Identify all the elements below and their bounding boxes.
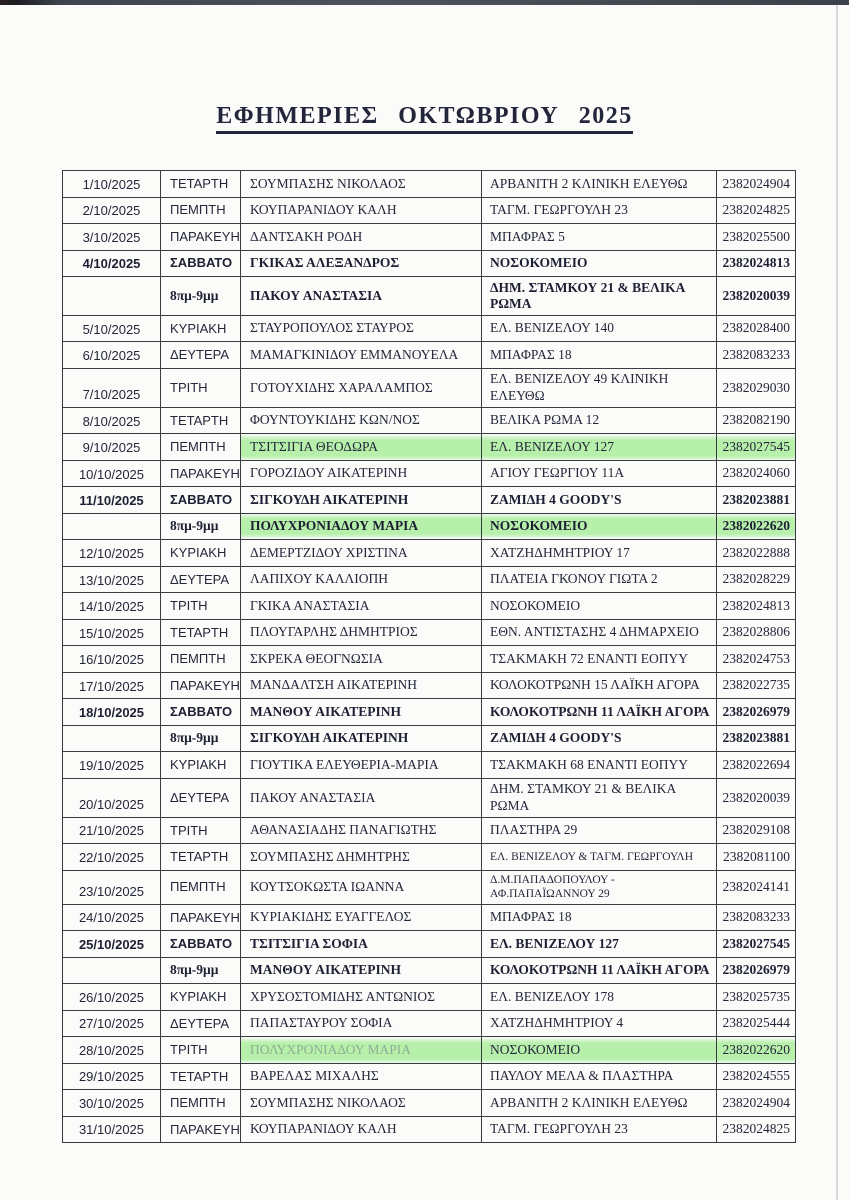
duty-row <box>63 844 796 871</box>
day-cell: ΠΕΜΠΤΗ <box>161 1090 241 1117</box>
phone-cell: 2382029108 <box>717 817 796 844</box>
day-cell: ΠΕΜΠΤΗ <box>161 646 241 673</box>
date-cell: 22/10/2025 <box>63 844 161 871</box>
date-cell: 24/10/2025 <box>63 904 161 931</box>
duty-row <box>63 368 796 407</box>
duty-row <box>63 513 796 540</box>
date-cell <box>63 277 161 316</box>
phone-cell: 2382024904 <box>717 171 796 198</box>
phone-cell: 2382022620 <box>717 513 796 540</box>
address-cell: ΜΠΑΦΡΑΣ 5 <box>482 224 717 251</box>
pharmacist-name-cell: ΚΥΡΙΑΚΙΔΗΣ ΕΥΑΓΓΕΛΟΣ <box>241 904 482 931</box>
duty-row <box>63 250 796 277</box>
phone-cell: 2382083233 <box>717 904 796 931</box>
pharmacist-name-cell: ΣΙΓΚΟΥΔΗ ΑΙΚΑΤΕΡΙΝΗ <box>241 725 482 752</box>
day-cell: ΤΕΤΑΡΤΗ <box>161 844 241 871</box>
day-cell: ΠΑΡΑΚΕΥΗ <box>161 224 241 251</box>
phone-cell: 2382029030 <box>717 368 796 407</box>
address-cell: ΕΛ. ΒΕΝΙΖΕΛΟΥ 127 <box>482 931 717 958</box>
address-cell: ΝΟΣΟΚΟΜΕΙΟ <box>482 513 717 540</box>
date-cell: 15/10/2025 <box>63 619 161 646</box>
pharmacist-name-cell: ΦΟΥΝΤΟΥΚΙΔΗΣ ΚΩΝ/ΝΟΣ <box>241 407 482 434</box>
day-cell: ΣΑΒΒΑΤΟ <box>161 250 241 277</box>
scan-edge-artifact <box>0 0 849 5</box>
date-cell: 1/10/2025 <box>63 171 161 198</box>
duty-row <box>63 619 796 646</box>
phone-cell: 2382023881 <box>717 725 796 752</box>
page-title-text: ΕΦΗΜΕΡΙΕΣ ΟΚΤΩΒΡΙΟΥ 2025 <box>216 103 632 134</box>
address-cell: ΧΑΤΖΗΔΗΜΗΤΡΙΟΥ 4 <box>482 1010 717 1037</box>
day-cell: ΤΕΤΑΡΤΗ <box>161 619 241 646</box>
address-cell: ΚΟΛΟΚΟΤΡΩΝΗ 15 ΛΑΪΚΗ ΑΓΟΡΑ <box>482 672 717 699</box>
pharmacist-name-cell: ΒΑΡΕΛΑΣ ΜΙΧΑΛΗΣ <box>241 1063 482 1090</box>
duty-row <box>63 460 796 487</box>
duty-table-body <box>63 171 796 1143</box>
duty-row <box>63 1063 796 1090</box>
date-cell: 2/10/2025 <box>63 197 161 224</box>
pharmacist-name-cell: ΔΑΝΤΣΑΚΗ ΡΟΔΗ <box>241 224 482 251</box>
pharmacist-name-cell: ΣΚΡΕΚΑ ΘΕΟΓΝΩΣΙΑ <box>241 646 482 673</box>
date-cell: 8/10/2025 <box>63 407 161 434</box>
day-cell: ΔΕΥΤΕΡΑ <box>161 778 241 817</box>
day-cell: ΤΡΙΤΗ <box>161 1037 241 1064</box>
day-cell: ΠΑΡΑΚΕΥΗ <box>161 672 241 699</box>
address-cell: ΕΛ. ΒΕΝΙΖΕΛΟΥ 127 <box>482 434 717 461</box>
phone-cell: 2382028400 <box>717 315 796 342</box>
day-cell: ΠΑΡΑΚΕΥΗ <box>161 460 241 487</box>
address-cell: ΕΛ. ΒΕΝΙΖΕΛΟΥ 140 <box>482 315 717 342</box>
pharmacist-name-cell: ΧΡΥΣΟΣΤΟΜΙΔΗΣ ΑΝΤΩΝΙΟΣ <box>241 984 482 1011</box>
date-cell: 13/10/2025 <box>63 566 161 593</box>
address-cell: ΠΛΑΣΤΗΡΑ 29 <box>482 817 717 844</box>
pharmacist-name-cell: ΓΟΡΟΖΙΔΟΥ ΑΙΚΑΤΕΡΙΝΗ <box>241 460 482 487</box>
phone-cell: 2382025735 <box>717 984 796 1011</box>
day-cell: ΔΕΥΤΕΡΑ <box>161 566 241 593</box>
phone-cell: 2382024813 <box>717 250 796 277</box>
date-cell: 21/10/2025 <box>63 817 161 844</box>
date-cell: 28/10/2025 <box>63 1037 161 1064</box>
day-cell: 8πμ-9μμ <box>161 725 241 752</box>
duty-row <box>63 315 796 342</box>
date-cell: 31/10/2025 <box>63 1116 161 1143</box>
duty-row <box>63 725 796 752</box>
pharmacist-name-cell: ΚΟΥΤΣΟΚΩΣΤΑ ΙΩΑΝΝΑ <box>241 870 482 904</box>
date-cell <box>63 513 161 540</box>
pharmacist-name-cell: ΠΑΚΟΥ ΑΝΑΣΤΑΣΙΑ <box>241 277 482 316</box>
date-cell: 11/10/2025 <box>63 487 161 514</box>
day-cell: ΔΕΥΤΕΡΑ <box>161 1010 241 1037</box>
phone-cell: 2382024813 <box>717 593 796 620</box>
date-cell: 18/10/2025 <box>63 699 161 726</box>
date-cell: 14/10/2025 <box>63 593 161 620</box>
phone-cell: 2382025444 <box>717 1010 796 1037</box>
address-cell: ΔΗΜ. ΣΤΑΜΚΟΥ 21 & ΒΕΛΙΚΑ ΡΩΜΑ <box>482 778 717 817</box>
address-cell: ΑΡΒΑΝΙΤΗ 2 ΚΛΙΝΙΚΗ ΕΛΕΥΘΩ <box>482 171 717 198</box>
phone-cell: 2382026979 <box>717 699 796 726</box>
address-cell: Δ.Μ.ΠΑΠΑΔΟΠΟΥΛΟΥ - ΑΦ.ΠΑΠΑΪΩΑΝΝΟΥ 29 <box>482 870 717 904</box>
day-cell: ΤΡΙΤΗ <box>161 593 241 620</box>
address-cell: ΚΟΛΟΚΟΤΡΩΝΗ 11 ΛΑΪΚΗ ΑΓΟΡΑ <box>482 957 717 984</box>
pharmacist-name-cell: ΔΕΜΕΡΤΖΙΔΟΥ ΧΡΙΣΤΙΝΑ <box>241 540 482 567</box>
phone-cell: 2382028229 <box>717 566 796 593</box>
phone-cell: 2382020039 <box>717 778 796 817</box>
pharmacist-name-cell: ΣΟΥΜΠΑΣΗΣ ΝΙΚΟΛΑΟΣ <box>241 171 482 198</box>
address-cell: ΧΑΤΖΗΔΗΜΗΤΡΙΟΥ 17 <box>482 540 717 567</box>
day-cell: ΠΕΜΠΤΗ <box>161 434 241 461</box>
phone-cell: 2382024060 <box>717 460 796 487</box>
date-cell: 16/10/2025 <box>63 646 161 673</box>
phone-cell: 2382025500 <box>717 224 796 251</box>
date-cell: 17/10/2025 <box>63 672 161 699</box>
day-cell: ΤΕΤΑΡΤΗ <box>161 407 241 434</box>
pharmacist-name-cell: ΓΙΟΥΤΙΚΑ ΕΛΕΥΘΕΡΙΑ-ΜΑΡΙΑ <box>241 752 482 779</box>
day-cell: ΠΑΡΑΚΕΥΗ <box>161 904 241 931</box>
duty-row <box>63 171 796 198</box>
phone-cell: 2382020039 <box>717 277 796 316</box>
pharmacist-name-cell: ΓΟΤΟΥΧΙΔΗΣ ΧΑΡΑΛΑΜΠΟΣ <box>241 368 482 407</box>
duty-row <box>63 904 796 931</box>
duty-row <box>63 407 796 434</box>
duty-row <box>63 1090 796 1117</box>
duty-row <box>63 957 796 984</box>
duty-row <box>63 699 796 726</box>
duty-row <box>63 197 796 224</box>
address-cell: ΑΡΒΑΝΙΤΗ 2 ΚΛΙΝΙΚΗ ΕΛΕΥΘΩ <box>482 1090 717 1117</box>
address-cell: ΜΠΑΦΡΑΣ 18 <box>482 904 717 931</box>
day-cell: ΤΕΤΑΡΤΗ <box>161 1063 241 1090</box>
address-cell: ΝΟΣΟΚΟΜΕΙΟ <box>482 1037 717 1064</box>
duty-row <box>63 984 796 1011</box>
date-cell: 27/10/2025 <box>63 1010 161 1037</box>
address-cell: ΤΑΓΜ. ΓΕΩΡΓΟΥΛΗ 23 <box>482 1116 717 1143</box>
phone-cell: 2382022888 <box>717 540 796 567</box>
duty-row <box>63 566 796 593</box>
pharmacist-name-cell: ΚΟΥΠΑΡΑΝΙΔΟΥ ΚΑΛΗ <box>241 197 482 224</box>
pharmacist-name-cell: ΑΘΑΝΑΣΙΑΔΗΣ ΠΑΝΑΓΙΩΤΗΣ <box>241 817 482 844</box>
address-cell: ΕΛ. ΒΕΝΙΖΕΛΟΥ & ΤΑΓΜ. ΓΕΩΡΓΟΥΛΗ <box>482 844 717 871</box>
duty-row <box>63 646 796 673</box>
phone-cell: 2382083233 <box>717 342 796 369</box>
phone-cell: 2382026979 <box>717 957 796 984</box>
address-cell: ΒΕΛΙΚΑ ΡΩΜΑ 12 <box>482 407 717 434</box>
address-cell: ΤΣΑΚΜΑΚΗ 72 ΕΝΑΝΤΙ ΕΟΠΥΥ <box>482 646 717 673</box>
pharmacy-duty-table <box>62 170 796 1143</box>
duty-row <box>63 672 796 699</box>
duty-row <box>63 778 796 817</box>
duty-row <box>63 1037 796 1064</box>
pharmacist-name-cell: ΤΣΙΤΣΙΓΙΑ ΘΕΟΔΩΡΑ <box>241 434 482 461</box>
phone-cell: 2382024753 <box>717 646 796 673</box>
address-cell: ΕΛ. ΒΕΝΙΖΕΛΟΥ 178 <box>482 984 717 1011</box>
phone-cell: 2382022694 <box>717 752 796 779</box>
address-cell: ΚΟΛΟΚΟΤΡΩΝΗ 11 ΛΑΪΚΗ ΑΓΟΡΑ <box>482 699 717 726</box>
pharmacist-name-cell: ΚΟΥΠΑΡΑΝΙΔΟΥ ΚΑΛΗ <box>241 1116 482 1143</box>
date-cell: 23/10/2025 <box>63 870 161 904</box>
date-cell: 25/10/2025 <box>63 931 161 958</box>
day-cell: ΠΕΜΠΤΗ <box>161 870 241 904</box>
duty-row <box>63 752 796 779</box>
day-cell: 8πμ-9μμ <box>161 513 241 540</box>
date-cell: 12/10/2025 <box>63 540 161 567</box>
pharmacist-name-cell: ΠΑΠΑΣΤΑΥΡΟΥ ΣΟΦΙΑ <box>241 1010 482 1037</box>
address-cell: ΕΛ. ΒΕΝΙΖΕΛΟΥ 49 ΚΛΙΝΙΚΗ ΕΛΕΥΘΩ <box>482 368 717 407</box>
date-cell: 5/10/2025 <box>63 315 161 342</box>
pharmacist-name-cell: ΠΟΛΥΧΡΟΝΙΑΔΟΥ ΜΑΡΙΑ <box>241 513 482 540</box>
date-cell <box>63 725 161 752</box>
pharmacist-name-cell: ΣΟΥΜΠΑΣΗΣ ΔΗΜΗΤΡΗΣ <box>241 844 482 871</box>
phone-cell: 2382023881 <box>717 487 796 514</box>
day-cell: ΔΕΥΤΕΡΑ <box>161 342 241 369</box>
day-cell: ΚΥΡΙΑΚΗ <box>161 315 241 342</box>
pharmacist-name-cell: ΠΑΚΟΥ ΑΝΑΣΤΑΣΙΑ <box>241 778 482 817</box>
pharmacist-name-cell: ΜΑΝΔΑΛΤΣΗ ΑΙΚΑΤΕΡΙΝΗ <box>241 672 482 699</box>
date-cell: 30/10/2025 <box>63 1090 161 1117</box>
duty-row <box>63 1010 796 1037</box>
address-cell: ΠΛΑΤΕΙΑ ΓΚΟΝΟΥ ΓΙΩΤΑ 2 <box>482 566 717 593</box>
duty-row <box>63 1116 796 1143</box>
pharmacist-name-cell: ΜΑΝΘΟΥ ΑΙΚΑΤΕΡΙΝΗ <box>241 699 482 726</box>
day-cell: ΠΑΡΑΚΕΥΗ <box>161 1116 241 1143</box>
phone-cell: 2382081100 <box>717 844 796 871</box>
pharmacist-name-cell: ΓΚΙΚΑΣ ΑΛΕΞΑΝΔΡΟΣ <box>241 250 482 277</box>
phone-cell: 2382024141 <box>717 870 796 904</box>
duty-row <box>63 342 796 369</box>
pharmacist-name-cell: ΣΙΓΚΟΥΔΗ ΑΙΚΑΤΕΡΙΝΗ <box>241 487 482 514</box>
day-cell: 8πμ-9μμ <box>161 277 241 316</box>
day-cell: 8πμ-9μμ <box>161 957 241 984</box>
address-cell: ΝΟΣΟΚΟΜΕΙΟ <box>482 250 717 277</box>
phone-cell: 2382024904 <box>717 1090 796 1117</box>
day-cell: ΚΥΡΙΑΚΗ <box>161 540 241 567</box>
duty-row <box>63 224 796 251</box>
date-cell: 3/10/2025 <box>63 224 161 251</box>
date-cell: 6/10/2025 <box>63 342 161 369</box>
date-cell: 7/10/2025 <box>63 368 161 407</box>
date-cell: 9/10/2025 <box>63 434 161 461</box>
pharmacist-name-cell: ΣΟΥΜΠΑΣΗΣ ΝΙΚΟΛΑΟΣ <box>241 1090 482 1117</box>
address-cell: ΝΟΣΟΚΟΜΕΙΟ <box>482 593 717 620</box>
date-cell: 19/10/2025 <box>63 752 161 779</box>
duty-row <box>63 817 796 844</box>
day-cell: ΣΑΒΒΑΤΟ <box>161 699 241 726</box>
phone-cell: 2382028806 <box>717 619 796 646</box>
duty-row <box>63 434 796 461</box>
pharmacist-name-cell: ΜΑΜΑΓΚΙΝΙΔΟΥ ΕΜΜΑΝΟΥΕΛΑ <box>241 342 482 369</box>
address-cell: ΕΘΝ. ΑΝΤΙΣΤΑΣΗΣ 4 ΔΗΜΑΡΧΕΙΟ <box>482 619 717 646</box>
pharmacist-name-cell: ΜΑΝΘΟΥ ΑΙΚΑΤΕΡΙΝΗ <box>241 957 482 984</box>
duty-row <box>63 277 796 316</box>
date-cell: 20/10/2025 <box>63 778 161 817</box>
pharmacist-name-cell: ΤΣΙΤΣΙΓΙΑ ΣΟΦΙΑ <box>241 931 482 958</box>
pharmacist-name-cell: ΛΑΠΙΧΟΥ ΚΑΛΛΙΟΠΗ <box>241 566 482 593</box>
day-cell: ΚΥΡΙΑΚΗ <box>161 752 241 779</box>
phone-cell: 2382027545 <box>717 434 796 461</box>
day-cell: ΣΑΒΒΑΤΟ <box>161 931 241 958</box>
phone-cell: 2382082190 <box>717 407 796 434</box>
phone-cell: 2382024825 <box>717 197 796 224</box>
address-cell: ΠΑΥΛΟΥ ΜΕΛΑ & ΠΛΑΣΤΗΡΑ <box>482 1063 717 1090</box>
duty-row <box>63 593 796 620</box>
date-cell: 10/10/2025 <box>63 460 161 487</box>
day-cell: ΤΡΙΤΗ <box>161 368 241 407</box>
day-cell: ΚΥΡΙΑΚΗ <box>161 984 241 1011</box>
date-cell: 26/10/2025 <box>63 984 161 1011</box>
page-title <box>0 103 849 134</box>
phone-cell: 2382022620 <box>717 1037 796 1064</box>
phone-cell: 2382022735 <box>717 672 796 699</box>
phone-cell: 2382024555 <box>717 1063 796 1090</box>
day-cell: ΠΕΜΠΤΗ <box>161 197 241 224</box>
address-cell: ΜΠΑΦΡΑΣ 18 <box>482 342 717 369</box>
phone-cell: 2382027545 <box>717 931 796 958</box>
pharmacist-name-cell: ΠΛΟΥΓΑΡΛΗΣ ΔΗΜΗΤΡΙΟΣ <box>241 619 482 646</box>
duty-row <box>63 487 796 514</box>
address-cell: ΤΣΑΚΜΑΚΗ 68 ΕΝΑΝΤΙ ΕΟΠΥΥ <box>482 752 717 779</box>
address-cell: ΔΗΜ. ΣΤΑΜΚΟΥ 21 & ΒΕΛΙΚΑ ΡΩΜΑ <box>482 277 717 316</box>
day-cell: ΤΡΙΤΗ <box>161 817 241 844</box>
date-cell: 29/10/2025 <box>63 1063 161 1090</box>
day-cell: ΣΑΒΒΑΤΟ <box>161 487 241 514</box>
duty-row <box>63 870 796 904</box>
date-cell: 4/10/2025 <box>63 250 161 277</box>
scan-line-artifact <box>836 5 838 1200</box>
duty-row <box>63 540 796 567</box>
phone-cell: 2382024825 <box>717 1116 796 1143</box>
address-cell: ΖΑΜΙΔΗ 4 GOODY'S <box>482 487 717 514</box>
address-cell: ΖΑΜΙΔΗ 4 GOODY'S <box>482 725 717 752</box>
address-cell: ΤΑΓΜ. ΓΕΩΡΓΟΥΛΗ 23 <box>482 197 717 224</box>
date-cell <box>63 957 161 984</box>
pharmacist-name-cell: ΓΚΙΚΑ ΑΝΑΣΤΑΣΙΑ <box>241 593 482 620</box>
pharmacist-name-cell: ΣΤΑΥΡΟΠΟΥΛΟΣ ΣΤΑΥΡΟΣ <box>241 315 482 342</box>
address-cell: ΑΓΙΟΥ ΓΕΩΡΓΙΟΥ 11Α <box>482 460 717 487</box>
pharmacist-name-cell: ΠΟΛΥΧΡΟΝΙΑΔΟΥ ΜΑΡΙΑ <box>241 1037 482 1064</box>
duty-row <box>63 931 796 958</box>
day-cell: ΤΕΤΑΡΤΗ <box>161 171 241 198</box>
